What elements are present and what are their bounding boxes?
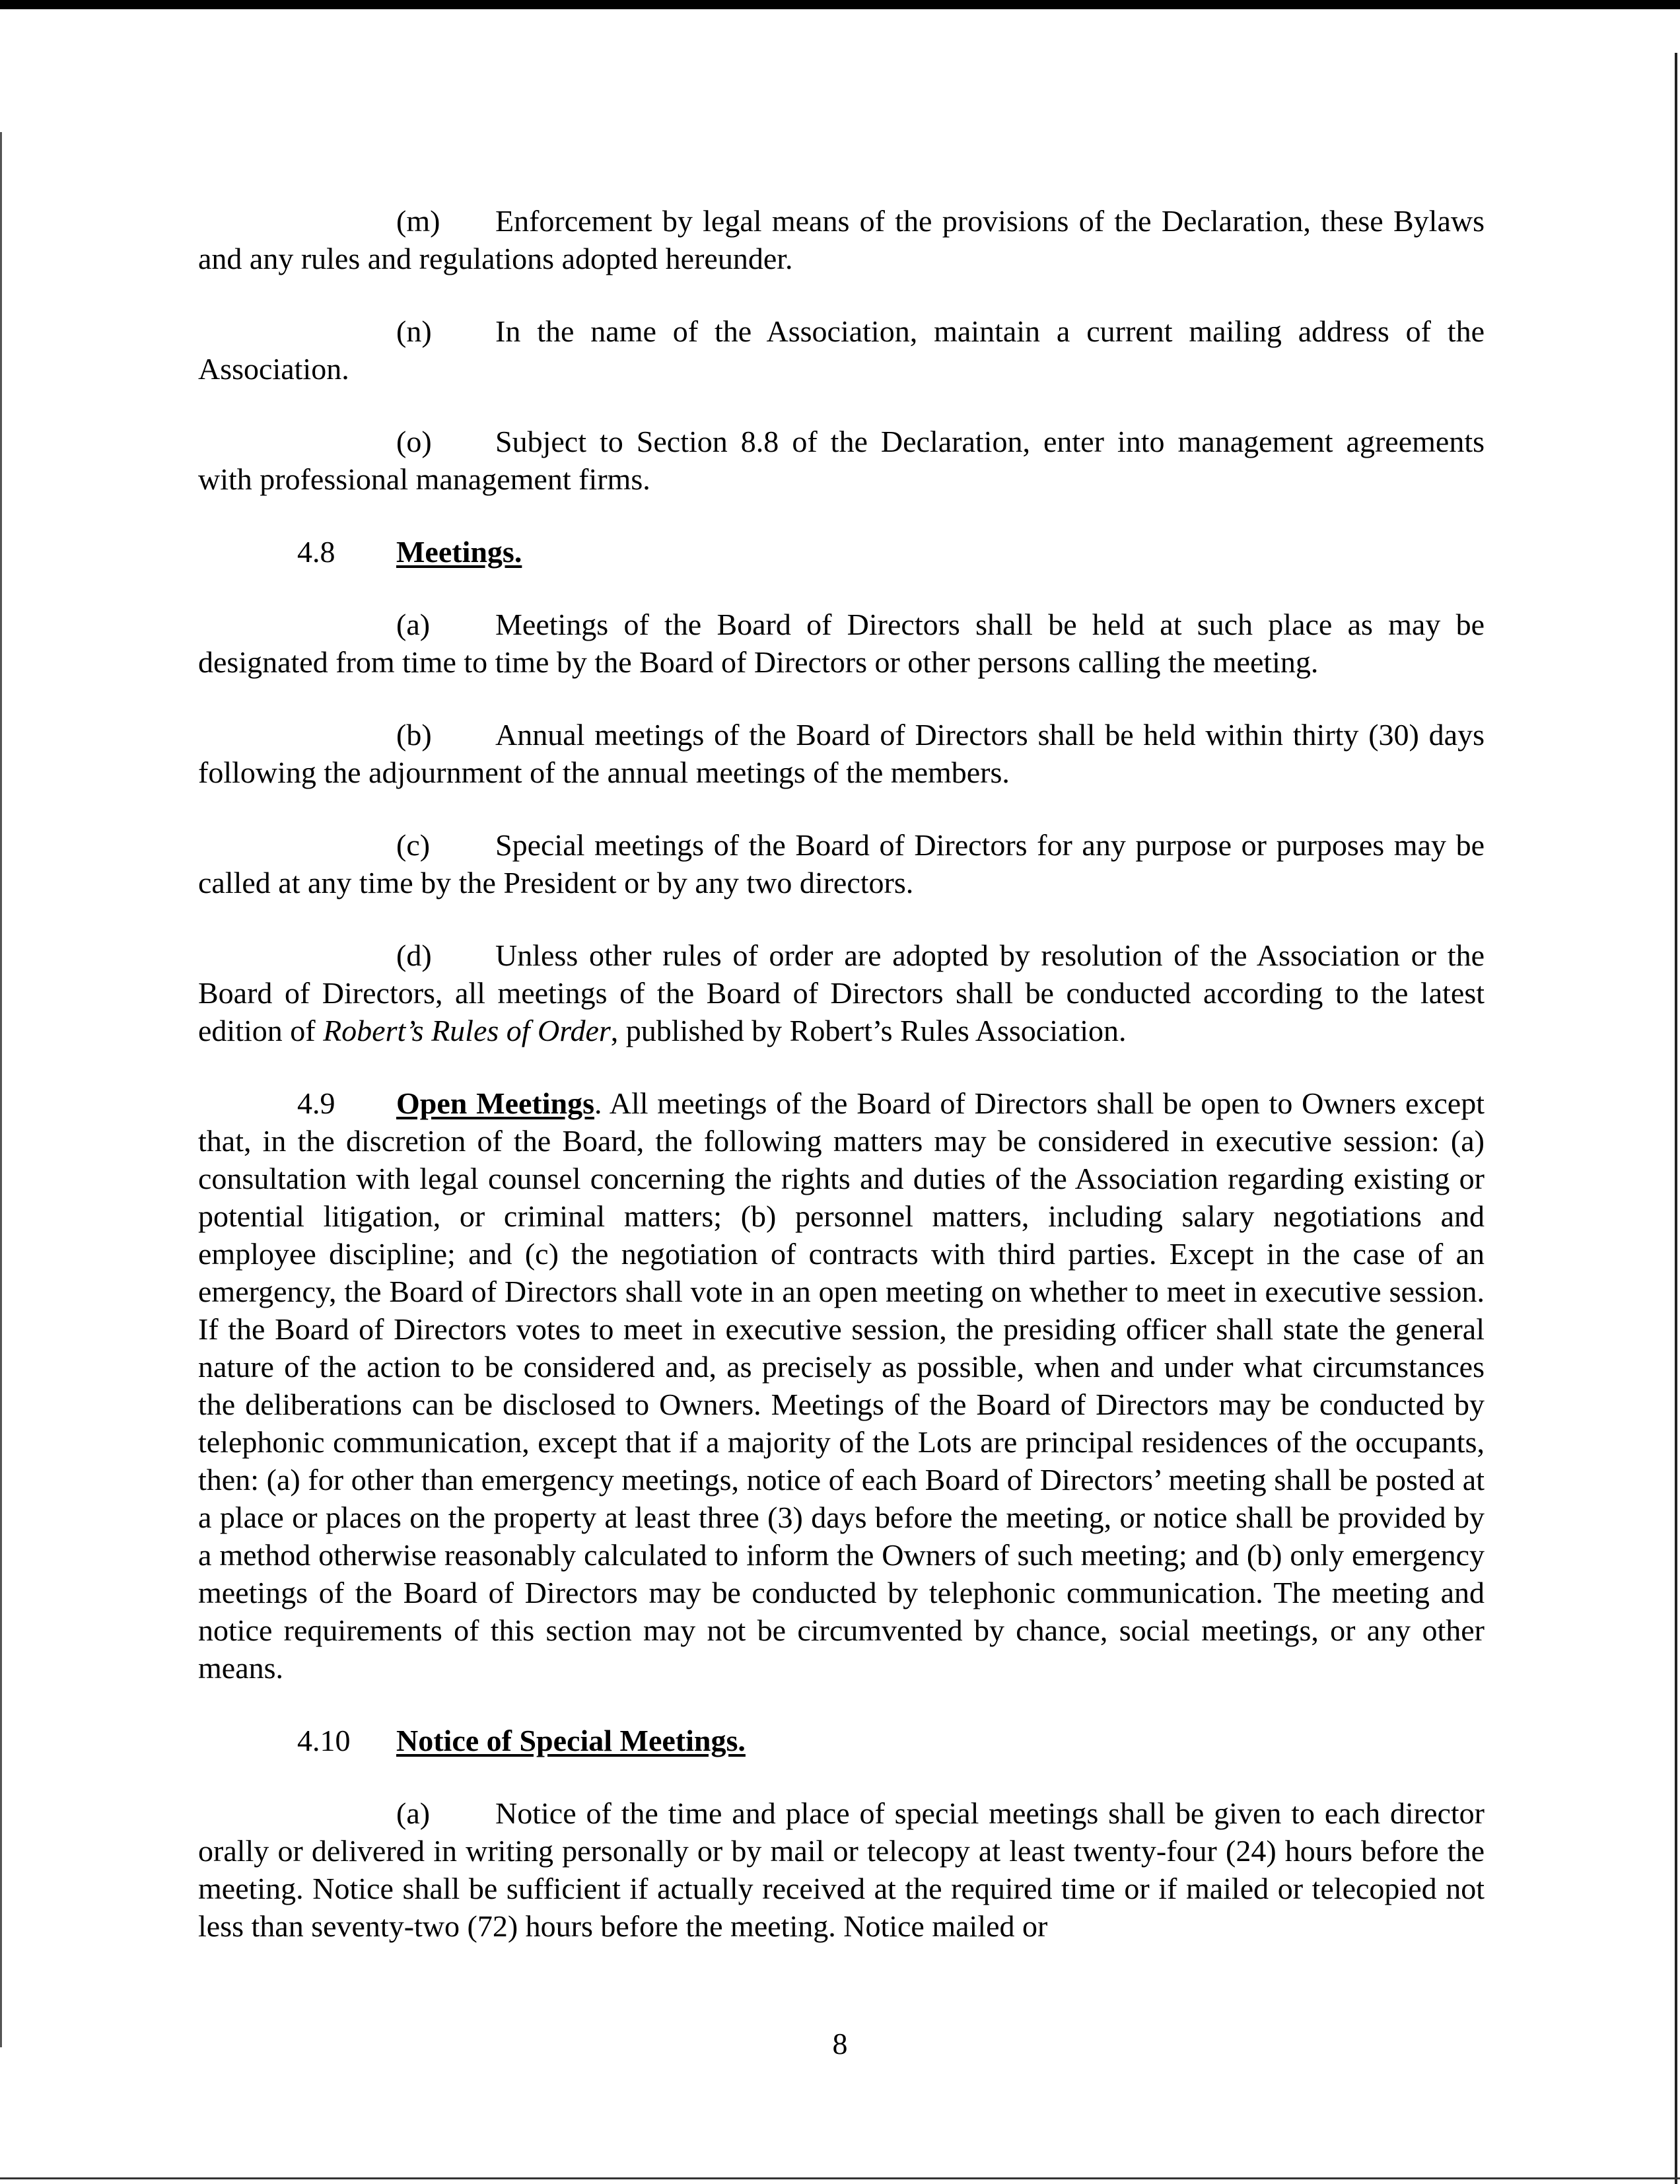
section-number: 4.8 bbox=[297, 535, 335, 569]
paragraph-label: (c) bbox=[396, 828, 431, 862]
paragraph-text: Annual meetings of the Board of Directors shall be held within thirty (30) days following the adjournment of the annual meetings of the members. bbox=[198, 718, 1485, 789]
section-text: . All meetings of the Board of Directors shall be open to Owners except that, in the discretion of the Board, the following matters may be considered in executive session: (a) consultation with legal counsel concerning the rights and duties of the Association regarding existing or potential litigation, or criminal matters; (b) personnel matters, including salary negotiations and employee discipline; and (c) the negotiation of contracts with third parties. Except in the case of an emergency, the Board of Directors shall vote in an open meeting on whether to meet in executive session. If the Board of Directors votes to meet in executive session, the presiding officer shall state the general nature of the action to be considered and, as precisely as possible, when and under what circumstances the deliberations can be disclosed to Owners. Meetings of the Board of Directors may be conducted by telephonic communication, except that if a majority of the Lots are principal residences of the occupants, then: (a) for other than emergency meetings, notice of each Board of Directors’ meeting shall be posted at a place or places on the property at least three (3) days before the meeting, or notice shall be provided by a method otherwise reasonably calculated to inform the Owners of such meeting; and (b) only emergency meetings of the Board of Directors may be conducted by telephonic communication. The meeting and notice requirements of this section may not be circumvented by chance, social meetings, or any other means. bbox=[198, 1086, 1485, 1685]
paragraph-o bbox=[198, 423, 1485, 498]
scan-border-bottom bbox=[0, 2177, 1680, 2179]
section-title: Open Meetings bbox=[396, 1086, 594, 1120]
paragraph-4-10-a bbox=[198, 1794, 1485, 1945]
paragraph-text: Notice of the time and place of special meetings shall be given to each director orally or delivered in writing personally or by mail or telecopy at least twenty-four (24) hours before the meeting. Notice shall be sufficient if actually received at the required time or if mailed or telecopied not less than seventy-two (72) hours before the meeting. Notice mailed or bbox=[198, 1796, 1485, 1943]
page-number: 8 bbox=[832, 2027, 848, 2061]
paragraph-label: (d) bbox=[396, 938, 432, 972]
paragraph-n bbox=[198, 312, 1485, 388]
paragraph-text: Unless other rules of order are adopted by resolution of the Association or the Board of Directors, all meetings of the Board of Directors shall be conducted according to the latest edition of bbox=[198, 938, 1485, 1047]
paragraph-label: (m) bbox=[396, 204, 440, 238]
paragraph-4-8-d bbox=[198, 936, 1485, 1049]
section-number: 4.9 bbox=[297, 1086, 335, 1120]
section-title: Meetings. bbox=[396, 535, 522, 569]
section-number: 4.10 bbox=[297, 1724, 351, 1757]
section-heading-4-8 bbox=[198, 533, 1485, 571]
scan-border-right bbox=[1675, 53, 1677, 2184]
paragraph-text: In the name of the Association, maintain a current mailing address of the Association. bbox=[198, 314, 1485, 386]
scan-border-left bbox=[0, 132, 2, 2047]
document-body bbox=[198, 202, 1485, 1980]
scan-border-top bbox=[0, 0, 1680, 9]
italic-title: Robert’s Rules of Order bbox=[323, 1014, 611, 1047]
paragraph-text: Meetings of the Board of Directors shall be held at such place as may be designated from time to time by the Board of Directors or other persons calling the meeting. bbox=[198, 608, 1485, 679]
paragraph-text: Subject to Section 8.8 of the Declaration, enter into management agreements with professional management firms. bbox=[198, 425, 1485, 496]
section-heading-4-10 bbox=[198, 1722, 1485, 1759]
paragraph-4-8-a bbox=[198, 606, 1485, 681]
paragraph-text: Special meetings of the Board of Directors for any purpose or purposes may be called at any time by the President or by any two directors. bbox=[198, 828, 1485, 899]
paragraph-label: (o) bbox=[396, 425, 432, 458]
section-title: Notice of Special Meetings. bbox=[396, 1724, 746, 1757]
paragraph-4-8-b bbox=[198, 716, 1485, 791]
paragraph-4-8-c bbox=[198, 826, 1485, 901]
paragraph-label: (a) bbox=[396, 608, 431, 641]
paragraph-label: (b) bbox=[396, 718, 432, 752]
paragraph-label: (a) bbox=[396, 1796, 431, 1830]
paragraph-text: Enforcement by legal means of the provisions of the Declaration, these Bylaws and any rules and regulations adopted hereunder. bbox=[198, 204, 1485, 275]
paragraph-text-end: , published by Robert’s Rules Association. bbox=[610, 1014, 1127, 1047]
paragraph-m bbox=[198, 202, 1485, 277]
paragraph-label: (n) bbox=[396, 314, 432, 348]
section-4-9 bbox=[198, 1084, 1485, 1687]
